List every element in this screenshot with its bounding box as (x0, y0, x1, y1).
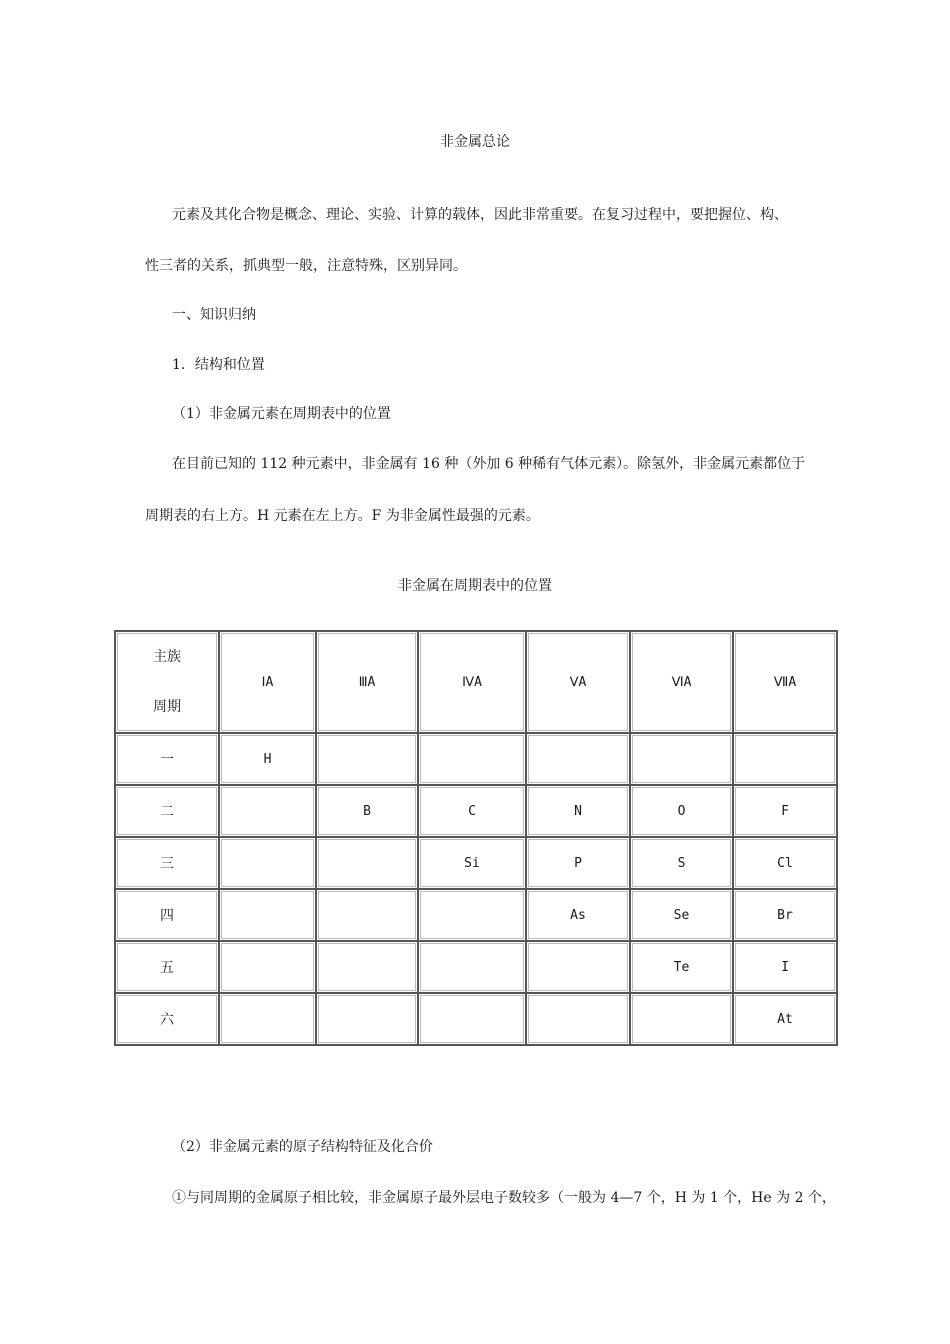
element-cell (219, 785, 316, 837)
element-cell: I (733, 941, 837, 993)
table-row (115, 993, 837, 1045)
element-cell (526, 941, 630, 993)
element-cell (418, 733, 526, 785)
table-row (115, 837, 837, 889)
element-cell: As (526, 889, 630, 941)
element-cell: B (316, 785, 418, 837)
page-title: 非金属总论 (440, 134, 510, 150)
period-label: 三 (115, 837, 219, 889)
group-header: ⅢA (316, 631, 418, 733)
element-cell (316, 733, 418, 785)
period-label: 六 (115, 993, 219, 1045)
group-header: ⅤA (526, 631, 630, 733)
subsection-heading: 1．结构和位置 (172, 357, 265, 373)
element-cell: Se (630, 889, 733, 941)
element-cell: Br (733, 889, 837, 941)
element-cell (219, 941, 316, 993)
element-cell (219, 837, 316, 889)
intro-line-2: 性三者的关系，抓典型一般，注意特殊，区别异同。 (145, 258, 467, 274)
paragraph-line-1: 在目前已知的 112 种元素中，非金属有 16 种（外加 6 种稀有气体元素）。除氢外，非金属元素都位于 (172, 456, 806, 472)
element-cell: O (630, 785, 733, 837)
element-cell: Si (418, 837, 526, 889)
element-cell (316, 889, 418, 941)
table-caption: 非金属在周期表中的位置 (398, 578, 552, 594)
element-cell (630, 733, 733, 785)
element-cell (316, 993, 418, 1045)
period-label: 一 (115, 733, 219, 785)
element-cell (526, 993, 630, 1045)
element-cell (733, 733, 837, 785)
element-cell: S (630, 837, 733, 889)
intro-line-1: 元素及其化合物是概念、理论、实验、计算的载体，因此非常重要。在复习过程中，要把握位、构、 (172, 207, 788, 223)
element-cell (418, 941, 526, 993)
element-cell: N (526, 785, 630, 837)
element-cell (418, 993, 526, 1045)
element-cell (219, 889, 316, 941)
element-cell: At (733, 993, 837, 1045)
table-corner-cell (115, 631, 219, 733)
element-cell: F (733, 785, 837, 837)
table-row (115, 785, 837, 837)
table-row (115, 941, 837, 993)
period-label: 五 (115, 941, 219, 993)
corner-label-period: 周期 (153, 699, 181, 715)
table-row (115, 733, 837, 785)
group-header: ⅣA (418, 631, 526, 733)
section-heading: 一、知识归纳 (172, 307, 256, 323)
element-cell: Te (630, 941, 733, 993)
paragraph-line-2: 周期表的右上方。H 元素在左上方。F 为非金属性最强的元素。 (145, 508, 540, 524)
element-cell: P (526, 837, 630, 889)
element-cell: Cl (733, 837, 837, 889)
element-cell (418, 889, 526, 941)
periodic-position-table (114, 630, 838, 1046)
element-cell (219, 993, 316, 1045)
element-cell: H (219, 733, 316, 785)
corner-label-group: 主族 (153, 649, 181, 665)
element-cell (630, 993, 733, 1045)
sub-item-1: （1）非金属元素在周期表中的位置 (172, 406, 391, 422)
element-cell: C (418, 785, 526, 837)
sub-item-2: （2）非金属元素的原子结构特征及化合价 (172, 1139, 433, 1155)
table-header-row (115, 631, 837, 733)
element-cell (316, 941, 418, 993)
element-cell (526, 733, 630, 785)
period-label: 四 (115, 889, 219, 941)
group-header: ⅠA (219, 631, 316, 733)
group-header: ⅥA (630, 631, 733, 733)
group-header: ⅦA (733, 631, 837, 733)
paragraph-line-3: ①与同周期的金属原子相比较，非金属原子最外层电子数较多（一般为 4—7 个，H 为 1 个，He 为 2 个， (172, 1190, 836, 1206)
period-label: 二 (115, 785, 219, 837)
table-row (115, 889, 837, 941)
element-cell (316, 837, 418, 889)
